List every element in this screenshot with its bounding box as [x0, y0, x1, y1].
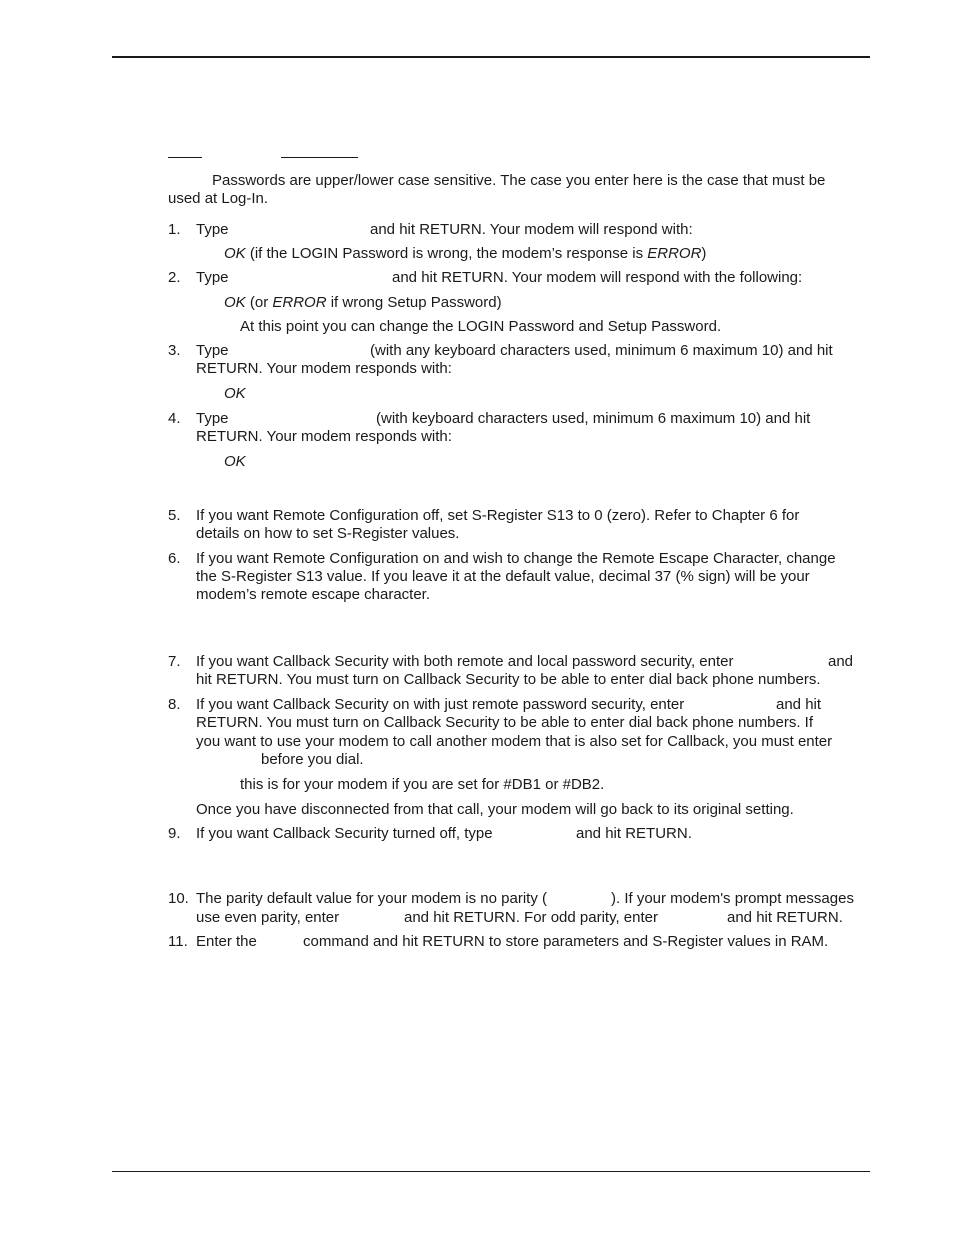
- step-2-note: At this point you can change the LOGIN Password and Setup Password.: [240, 318, 722, 335]
- intro-line-2: used at Log-In.: [168, 190, 269, 207]
- step-8-after: Once you have disconnected from that call, your modem will go back to its original setting.: [196, 801, 794, 818]
- step-6-line-3: modem’s remote escape character.: [196, 586, 431, 603]
- step-2-number: 2.: [168, 269, 181, 286]
- step-2-response: [224, 294, 502, 312]
- ok-response: OK: [224, 245, 246, 262]
- step-7-line-1: If you want Callback Security with both remote and local password security, enter: [196, 653, 734, 670]
- step-2-response-mid: (or: [245, 294, 273, 311]
- step-1-number: 1.: [168, 221, 181, 238]
- step-10-line-2b: and hit RETURN. For odd parity, enter: [404, 909, 658, 926]
- heading-underline-short: [168, 157, 202, 158]
- step-1-response: [224, 245, 706, 263]
- ok-response: OK: [224, 294, 246, 311]
- step-8-line-1: If you want Callback Security on with just remote password security, enter: [196, 696, 685, 713]
- intro-line-1: Passwords are upper/lower case sensitive. The case you enter here is the case that must be: [212, 172, 826, 189]
- error-response: ERROR: [272, 294, 327, 311]
- header-rule: [112, 56, 870, 58]
- step-3-type: Type: [196, 342, 229, 359]
- step-9-line-1-end: and hit RETURN.: [576, 825, 692, 842]
- step-5-line-2: details on how to set S-Register values.: [196, 525, 460, 542]
- step-10-line-1a: The parity default value for your modem is no parity (: [196, 890, 547, 907]
- step-8-line-2: RETURN. You must turn on Callback Security to be able to enter dial back phone numbers. If: [196, 714, 813, 731]
- step-6-line-1: If you want Remote Configuration on and wish to change the Remote Escape Character, change: [196, 550, 836, 567]
- step-6-line-2: the S-Register S13 value. If you leave it at the default value, decimal 37 (% sign) will be your: [196, 568, 810, 585]
- step-8-line-4: before you dial.: [261, 751, 364, 768]
- step-1-type: Type: [196, 221, 229, 238]
- step-2-response-end: if wrong Setup Password): [326, 294, 502, 311]
- footer-rule: [112, 1171, 870, 1172]
- step-11-line-1b: command and hit RETURN to store parameters and S-Register values in RAM.: [303, 933, 829, 950]
- step-4-type: Type: [196, 410, 229, 427]
- step-3-text-1: (with any keyboard characters used, minimum 6 maximum 10) and hit: [370, 342, 833, 359]
- step-7-number: 7.: [168, 653, 181, 670]
- step-4-text-2: RETURN. Your modem responds with:: [196, 428, 452, 445]
- step-1-text: and hit RETURN. Your modem will respond with:: [370, 221, 693, 238]
- step-10-line-2c: and hit RETURN.: [727, 909, 843, 926]
- step-2-text: and hit RETURN. Your modem will respond with the following:: [392, 269, 803, 286]
- step-1-response-mid: (if the LOGIN Password is wrong, the modem’s response is: [245, 245, 648, 262]
- step-8-line-3: you want to use your modem to call another modem that is also set for Callback, you must enter: [196, 733, 833, 750]
- step-9-line-1: If you want Callback Security turned off, type: [196, 825, 493, 842]
- step-4-number: 4.: [168, 410, 181, 427]
- step-1-response-end: ): [701, 245, 707, 262]
- heading-underline-long: [281, 157, 358, 158]
- step-5-line-1: If you want Remote Configuration off, set S-Register S13 to 0 (zero). Refer to Chapter 6 for: [196, 507, 800, 524]
- step-11-line-1a: Enter the: [196, 933, 257, 950]
- step-8-line-1-end: and hit: [776, 696, 822, 713]
- step-3-number: 3.: [168, 342, 181, 359]
- step-4-text-1: (with keyboard characters used, minimum 6 maximum 10) and hit: [376, 410, 811, 427]
- step-4-response: OK: [224, 453, 246, 470]
- step-2-type: Type: [196, 269, 229, 286]
- step-7-line-2: hit RETURN. You must turn on Callback Security to be able to enter dial back phone numbers.: [196, 671, 821, 688]
- step-9-number: 9.: [168, 825, 181, 842]
- step-7-line-1-end: and: [828, 653, 854, 670]
- step-10-line-2a: use even parity, enter: [196, 909, 340, 926]
- error-response: ERROR: [647, 245, 702, 262]
- step-11-number: 11.: [168, 933, 188, 950]
- step-6-number: 6.: [168, 550, 181, 567]
- step-5-number: 5.: [168, 507, 181, 524]
- step-3-text-2: RETURN. Your modem responds with:: [196, 360, 452, 377]
- step-10-number: 10.: [168, 890, 189, 907]
- step-8-note: this is for your modem if you are set for #DB1 or #DB2.: [240, 776, 605, 793]
- step-10-line-1b: ). If your modem's prompt messages: [611, 890, 854, 907]
- step-8-number: 8.: [168, 696, 181, 713]
- step-3-response: OK: [224, 385, 246, 402]
